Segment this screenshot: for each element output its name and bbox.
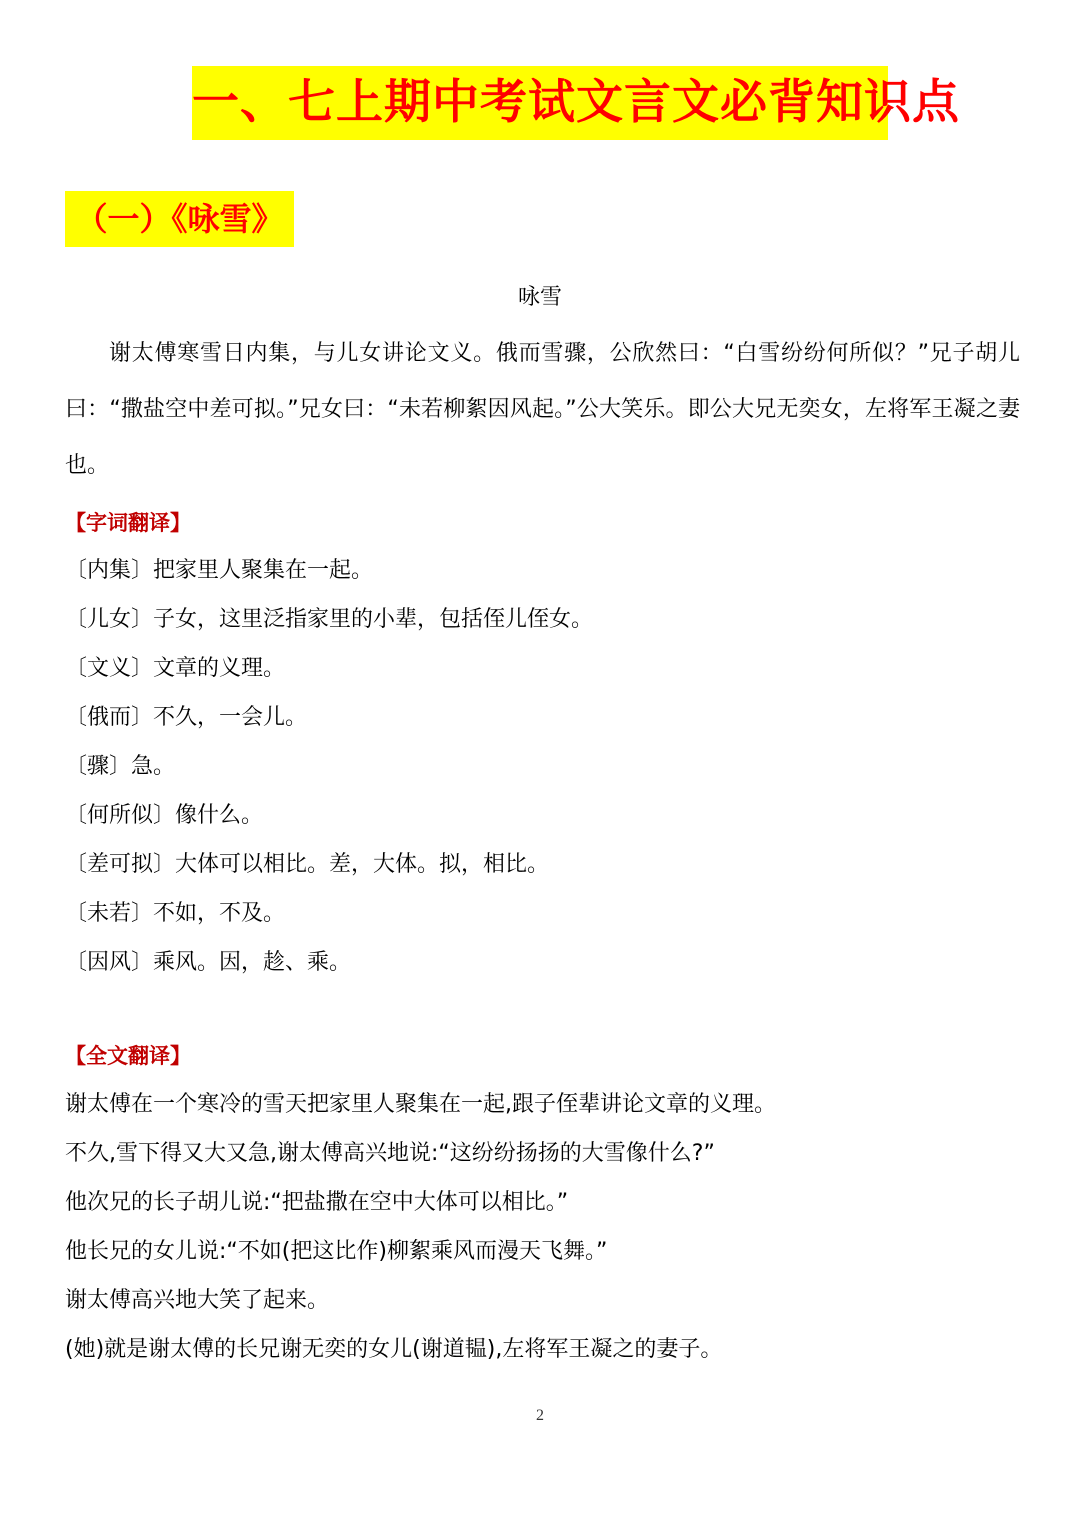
- vocab-item: 〔文义〕文章的义理。: [65, 656, 286, 681]
- translation-line: 他次兄的长子胡儿说:“把盐撒在空中大体可以相比。”: [65, 1190, 569, 1215]
- vocab-item: 〔未若〕不如，不及。: [65, 901, 286, 926]
- translation-line: 谢太傅在一个寒冷的雪天把家里人聚集在一起,跟子侄辈讲论文章的义理。: [65, 1092, 776, 1117]
- section-title: （一）《咏雪》: [65, 191, 294, 247]
- main-title: 一、七上期中考试文言文必背知识点: [192, 66, 888, 140]
- vocab-item: 〔内集〕把家里人聚集在一起。: [65, 558, 374, 583]
- vocab-item: 〔因风〕乘风。因，趁、乘。: [65, 950, 352, 975]
- vocab-item: 〔何所似〕像什么。: [65, 803, 264, 828]
- translation-line: 谢太傅高兴地大笑了起来。: [65, 1288, 330, 1313]
- translation-section-label: 【全文翻译】: [65, 1044, 191, 1068]
- classical-passage: 谢太傅寒雪日内集，与儿女讲论文义。俄而雪骤，公欣然曰：“白雪纷纷何所似？”兄子胡儿曰：“撒盐空中差可拟。”兄女曰：“未若柳絮因风起。”公大笑乐。即公大兄无奕女，左将军王凝之妻也。: [65, 341, 1020, 478]
- vocab-item: 〔骤〕急。: [65, 754, 176, 779]
- vocab-item: 〔差可拟〕大体可以相比。差，大体。拟，相比。: [65, 852, 550, 877]
- translation-line: (她)就是谢太傅的长兄谢无奕的女儿(谢道韫),左将军王凝之的妻子。: [65, 1337, 723, 1362]
- vocab-item: 〔俄而〕不久，一会儿。: [65, 705, 308, 730]
- vocab-list: [65, 546, 1025, 987]
- translation-line: 不久,雪下得又大又急,谢太傅高兴地说:“这纷纷扬扬的大雪像什么?”: [65, 1141, 715, 1166]
- vocab-section-label: 【字词翻译】: [65, 511, 191, 535]
- translation-line: 他长兄的女儿说:“不如(把这比作)柳絮乘风而漫天飞舞。”: [65, 1239, 608, 1264]
- page-number: 2: [536, 1407, 544, 1424]
- translation-list: [65, 1080, 1025, 1374]
- vocab-item: 〔儿女〕子女，这里泛指家里的小辈，包括侄儿侄女。: [65, 607, 594, 632]
- text-title: 咏雪: [517, 285, 562, 310]
